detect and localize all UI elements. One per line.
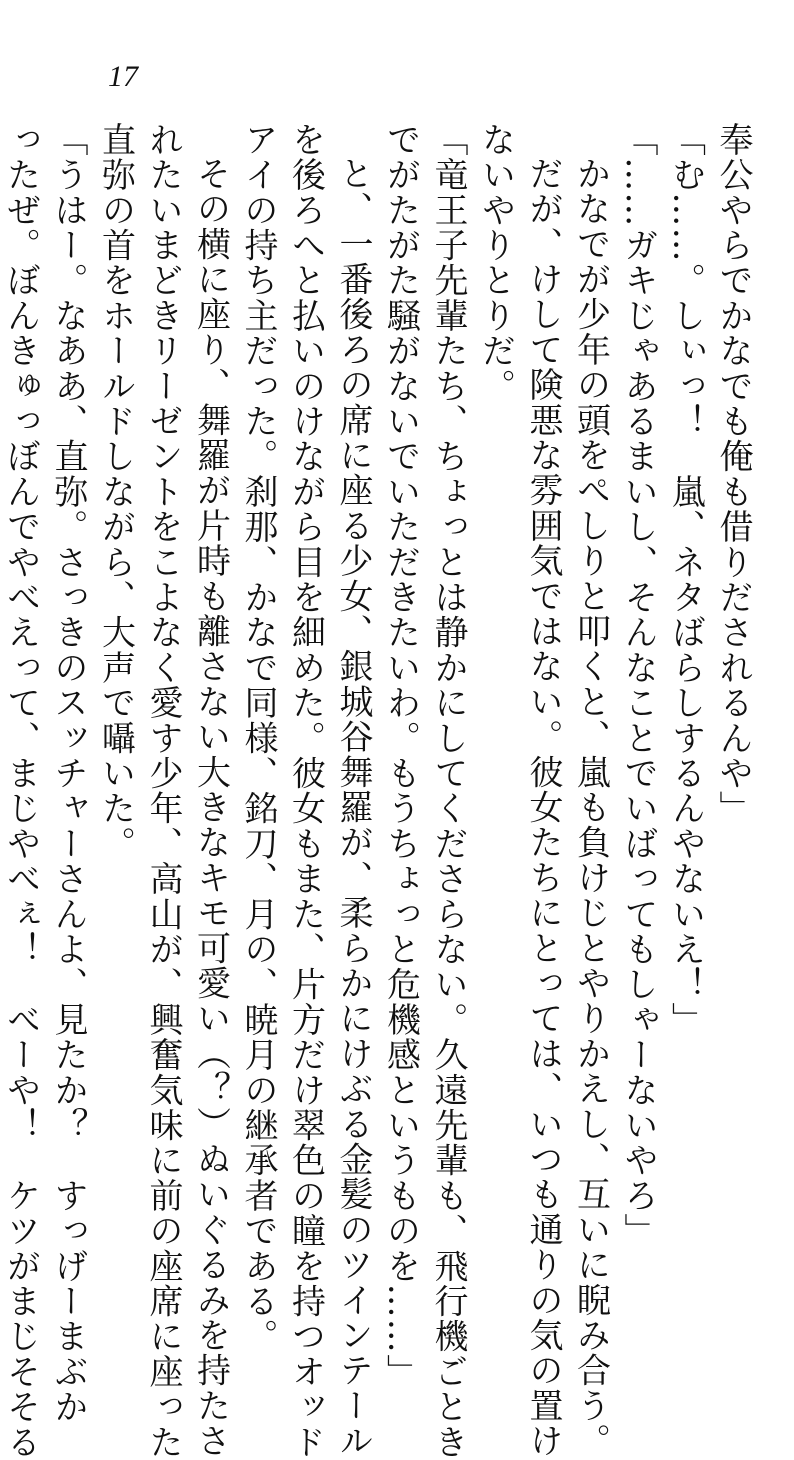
text-line: ないやりとりだ。 bbox=[475, 122, 516, 404]
text-line: 直弥の首をホールドしながら、大声で囁いた。 bbox=[95, 122, 136, 862]
text-line: 「……ガキじゃあるまいし、そんなことでいばってもしゃーないやろ」 bbox=[618, 122, 658, 1249]
text-line: と、一番後ろの席に座る少女、銀城谷舞羅が、柔らかにけぶる金髪のツインテール bbox=[333, 156, 373, 1459]
text-line: だが、けして険悪な雰囲気ではない。彼女たちにとっては、いつも通りの気の置け bbox=[523, 156, 563, 1459]
text-line: 「竜王子先輩たち、ちょっとは静かにしてくださらない。久遠先輩も、飛行機ごとき bbox=[428, 122, 468, 1460]
text-line: かなでが少年の頭をぺしりと叩くと、嵐も負けじとやりかえし、互いに睨み合う。 bbox=[570, 156, 611, 1459]
text-line: でがたがた騒がないでいただきたいわ。もうちょっと危機感というものを……」 bbox=[380, 122, 421, 1390]
text-line: を後ろへと払いのけながら目を細めた。彼女もまた、片方だけ翠色の瞳を持つオッド bbox=[285, 122, 326, 1460]
text-line: アイの持ち主だった。刹那、かなで同様、銘刀、月の、暁月の継承者である。 bbox=[238, 122, 278, 1354]
text-line: 「うはー。なああ、直弥。さっきのスッチャーさんよ、見たか？ すっげーまぶか bbox=[48, 122, 88, 1425]
text-line: ったぜ。ぼんきゅっぼんでやべえって、まじやべぇ！ べーや！ ケツがまじそそる bbox=[0, 122, 41, 1460]
text-line: 「む……。しぃっ！ 嵐、ネタばらしするんやないえ！」 bbox=[665, 122, 706, 1038]
text-line: れたいまどきリーゼントをこよなく愛す少年、高山が、興奮気味に前の座席に座った bbox=[143, 122, 183, 1460]
body-text bbox=[0, 122, 756, 1460]
text-line: その横に座り、舞羅が片時も離さない大きなキモ可愛い（？）ぬいぐるみを持たさ bbox=[190, 156, 231, 1459]
page-number: 17 bbox=[108, 60, 138, 93]
text-line: 奉公やらでかなでも俺も借りだされるんや」 bbox=[713, 122, 753, 826]
